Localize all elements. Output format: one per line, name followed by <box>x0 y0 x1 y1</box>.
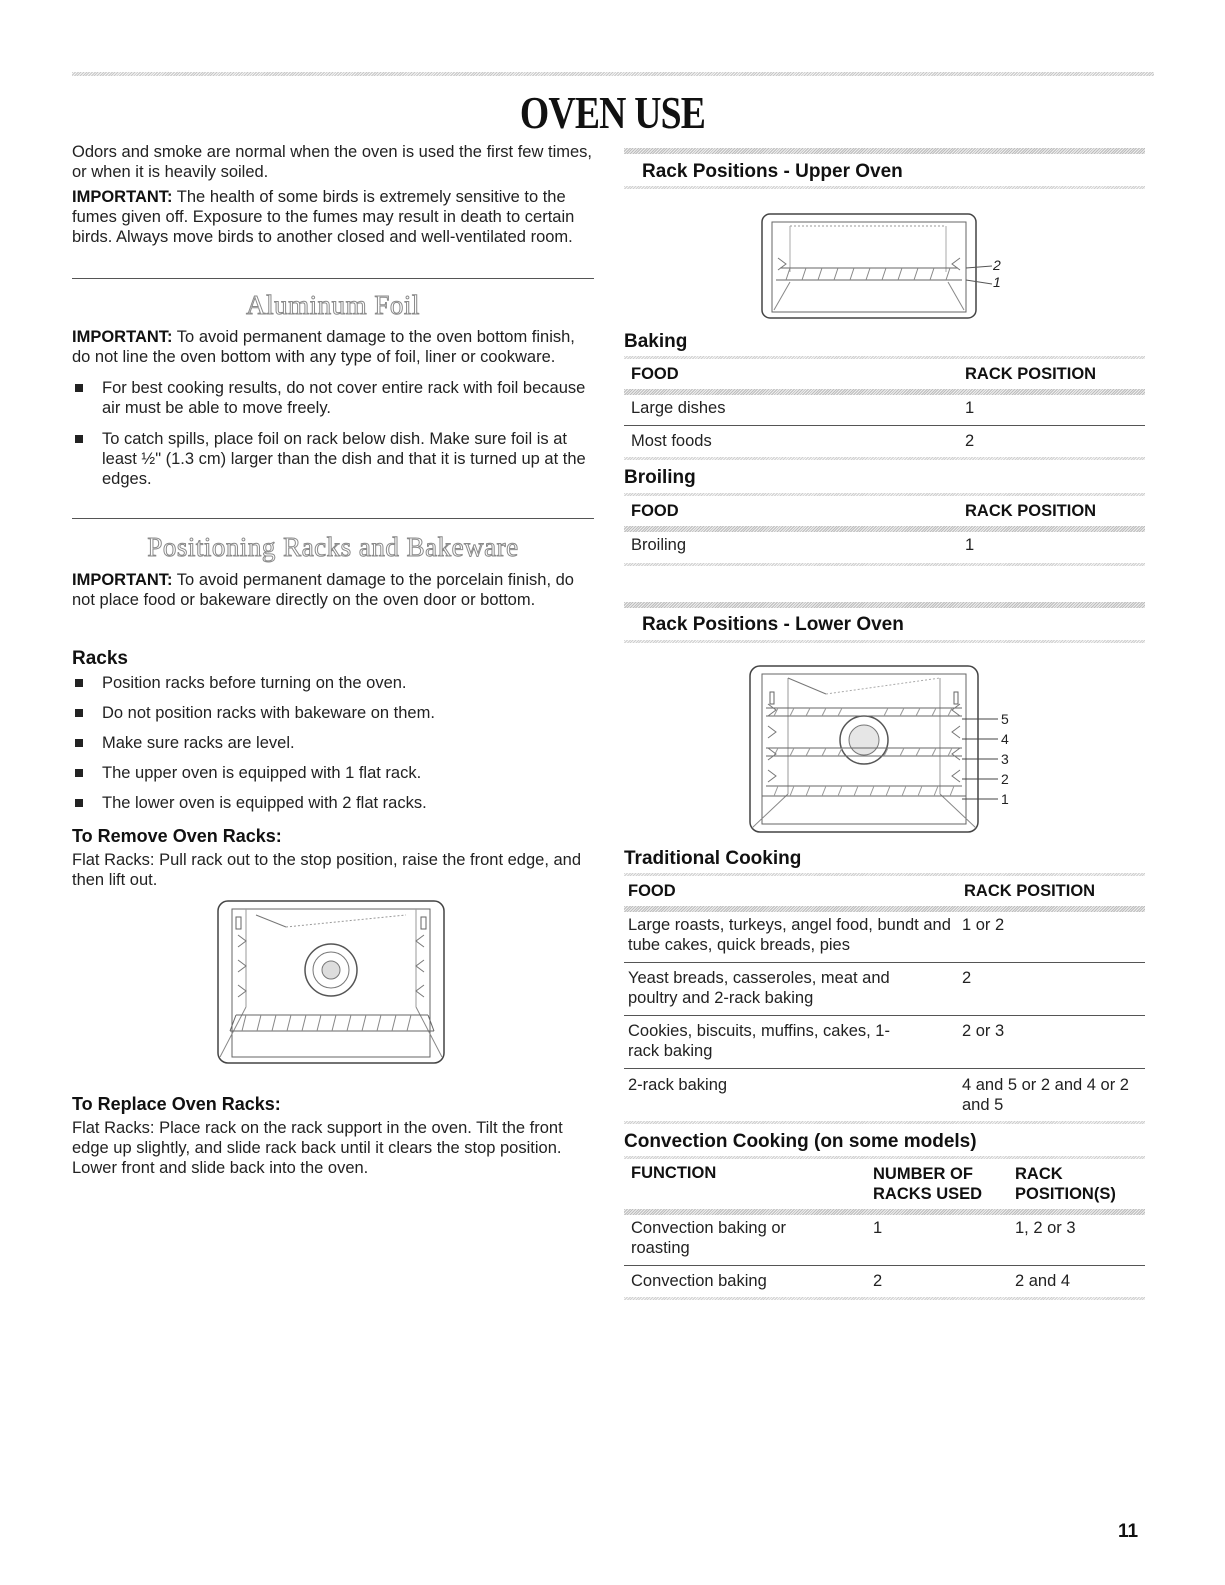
convection-rule <box>624 1156 1145 1159</box>
convection-header-rule <box>624 1209 1145 1215</box>
upper-heading-rule <box>624 186 1145 189</box>
bullet-icon <box>75 799 83 807</box>
upper-rack-label-1: 1 <box>993 274 1001 290</box>
convection-col-position: RACK POSITION(S) <box>1015 1165 1116 1203</box>
racks-bullet-text: Do not position racks with bakeware on them. <box>102 704 435 722</box>
list-item <box>72 703 594 723</box>
positioning-section <box>72 570 594 610</box>
foil-bullet-text: To catch spills, place foil on rack below dish. Make sure foil is at least ½" (1.3 cm) larger than the dish and that it is turned up at the edges. <box>102 430 586 488</box>
table-cell: Large dishes <box>631 399 726 417</box>
intro-section <box>72 142 594 247</box>
lower-rack-label-4: 4 <box>1001 731 1009 747</box>
table-cell: Most foods <box>631 432 712 450</box>
table-cell: 1 or 2 <box>962 916 1005 934</box>
traditional-heading: Traditional Cooking <box>624 848 802 869</box>
convection-heading: Convection Cooking (on some models) <box>624 1131 977 1152</box>
birds-warning <box>72 187 594 247</box>
important-label: IMPORTANT: <box>72 571 173 589</box>
bullet-icon <box>75 384 83 392</box>
foil-bullets <box>72 378 594 489</box>
table-cell: Convection baking or roasting <box>631 1219 787 1257</box>
table-cell: Yeast breads, casseroles, meat and poultry and 2-rack baking <box>628 969 890 1007</box>
lower-heading-rule <box>624 640 1145 643</box>
traditional-col-rack: RACK POSITION <box>964 882 1096 900</box>
baking-heading: Baking <box>624 331 688 352</box>
important-label: IMPORTANT: <box>72 328 173 346</box>
list-item <box>72 793 594 813</box>
broiling-col-food: FOOD <box>631 502 679 520</box>
foil-heading: Aluminum Foil <box>246 290 420 320</box>
bullet-icon <box>75 769 83 777</box>
foil-divider <box>72 278 594 279</box>
bullet-icon <box>75 679 83 687</box>
replace-racks-text: Flat Racks: Place rack on the rack support in the oven. Tilt the front edge up slightly, and slide rack back until it clears the stop position. Lower front and slide back into the oven. <box>72 1119 563 1177</box>
traditional-col-food: FOOD <box>628 882 676 900</box>
convection-col-racks: NUMBER OF RACKS USED <box>873 1165 983 1203</box>
row-divider <box>624 1068 1145 1069</box>
baking-rule <box>624 356 1145 359</box>
top-rule <box>72 72 1154 76</box>
lower-oven-illustration <box>748 664 1010 836</box>
lower-rack-label-1: 1 <box>1001 791 1009 807</box>
broiling-header-rule <box>624 526 1145 532</box>
foil-section <box>72 327 594 489</box>
table-cell: 2 <box>873 1272 883 1290</box>
bullet-icon <box>75 739 83 747</box>
lower-oven-heading: Rack Positions - Lower Oven <box>642 614 904 635</box>
intro-paragraph: Odors and smoke are normal when the oven is used the first few times, or when it is heavily soiled. <box>72 143 592 181</box>
oven-rack-illustration <box>216 897 448 1067</box>
bullet-icon <box>75 709 83 717</box>
upper-oven-heading: Rack Positions - Upper Oven <box>642 161 903 182</box>
positioning-important-text: To avoid permanent damage to the porcelain finish, do not place food or bakeware directly on the oven door or bottom. <box>72 571 574 609</box>
table-cell: 1 <box>965 399 975 417</box>
upper-rack-label-2: 2 <box>993 257 1001 273</box>
list-item <box>72 733 594 753</box>
broiling-col-rack: RACK POSITION <box>965 502 1097 520</box>
traditional-rule <box>624 873 1145 876</box>
broiling-bottom-rule <box>624 563 1145 566</box>
bullet-icon <box>75 435 83 443</box>
lower-rack-label-3: 3 <box>1001 751 1009 767</box>
broiling-rule <box>624 493 1145 496</box>
racks-bullet-text: Make sure racks are level. <box>102 734 295 752</box>
foil-bullet-text: For best cooking results, do not cover entire rack with foil because air must be able to move freely. <box>102 379 586 417</box>
baking-col-rack: RACK POSITION <box>965 365 1097 383</box>
table-cell: Convection baking <box>631 1272 767 1290</box>
important-label: IMPORTANT: <box>72 188 173 206</box>
table-cell: Broiling <box>631 536 687 554</box>
baking-col-food: FOOD <box>631 365 679 383</box>
birds-warning-text: The health of some birds is extremely sensitive to the fumes given off. Exposure to the fumes may result in death to certain birds. Always move birds to another closed and well-ventilated room. <box>72 188 575 246</box>
remove-racks-heading: To Remove Oven Racks: <box>72 826 282 846</box>
foil-important-text: To avoid permanent damage to the oven bottom finish, do not line the oven bottom with any type of foil, liner or cookware. <box>72 328 575 366</box>
foil-important <box>72 327 594 367</box>
row-divider <box>624 425 1145 426</box>
traditional-header-rule <box>624 906 1145 912</box>
traditional-bottom-rule <box>624 1121 1145 1124</box>
lower-rack-label-2: 2 <box>1001 771 1009 787</box>
lower-top-rule <box>624 602 1145 608</box>
racks-bullets <box>72 673 594 813</box>
list-item <box>72 673 594 693</box>
row-divider <box>624 1265 1145 1266</box>
list-item <box>72 378 594 418</box>
page-number: 11 <box>1118 1521 1139 1542</box>
convection-col-function: FUNCTION <box>631 1164 717 1182</box>
table-cell: 1 <box>965 536 975 554</box>
list-item <box>72 429 594 489</box>
row-divider <box>624 962 1145 963</box>
racks-bullet-text: Position racks before turning on the oven. <box>102 674 407 692</box>
baking-header-rule <box>624 389 1145 395</box>
table-cell: 2-rack baking <box>628 1076 728 1094</box>
convection-bottom-rule <box>624 1297 1145 1300</box>
replace-racks-heading: To Replace Oven Racks: <box>72 1094 281 1114</box>
upper-oven-illustration <box>760 212 1010 320</box>
table-cell: 2 or 3 <box>962 1022 1005 1040</box>
table-cell: Cookies, biscuits, muffins, cakes, 1-rack baking <box>628 1022 890 1060</box>
positioning-important <box>72 570 594 610</box>
page-title: OVEN USE <box>519 87 706 138</box>
table-cell: Large roasts, turkeys, angel food, bundt and tube cakes, quick breads, pies <box>628 916 951 954</box>
upper-top-rule <box>624 148 1145 154</box>
table-cell: 1 <box>873 1219 883 1237</box>
table-cell: 2 and 4 <box>1015 1272 1071 1290</box>
racks-bullet-text: The lower oven is equipped with 2 flat racks. <box>102 794 427 812</box>
racks-bullet-text: The upper oven is equipped with 1 flat rack. <box>102 764 422 782</box>
table-cell: 2 <box>962 969 972 987</box>
racks-heading: Racks <box>72 648 128 669</box>
positioning-divider <box>72 518 594 519</box>
baking-bottom-rule <box>624 457 1145 460</box>
table-cell: 1, 2 or 3 <box>1015 1219 1076 1237</box>
row-divider <box>624 1015 1145 1016</box>
broiling-heading: Broiling <box>624 467 696 488</box>
list-item <box>72 763 594 783</box>
lower-rack-label-5: 5 <box>1001 711 1009 727</box>
table-cell: 4 and 5 or 2 and 4 or 2 and 5 <box>962 1076 1129 1114</box>
table-cell: 2 <box>965 432 975 450</box>
positioning-heading: Positioning Racks and Bakeware <box>147 532 519 562</box>
remove-racks-text: Flat Racks: Pull rack out to the stop position, raise the front edge, and then lift out. <box>72 851 582 889</box>
